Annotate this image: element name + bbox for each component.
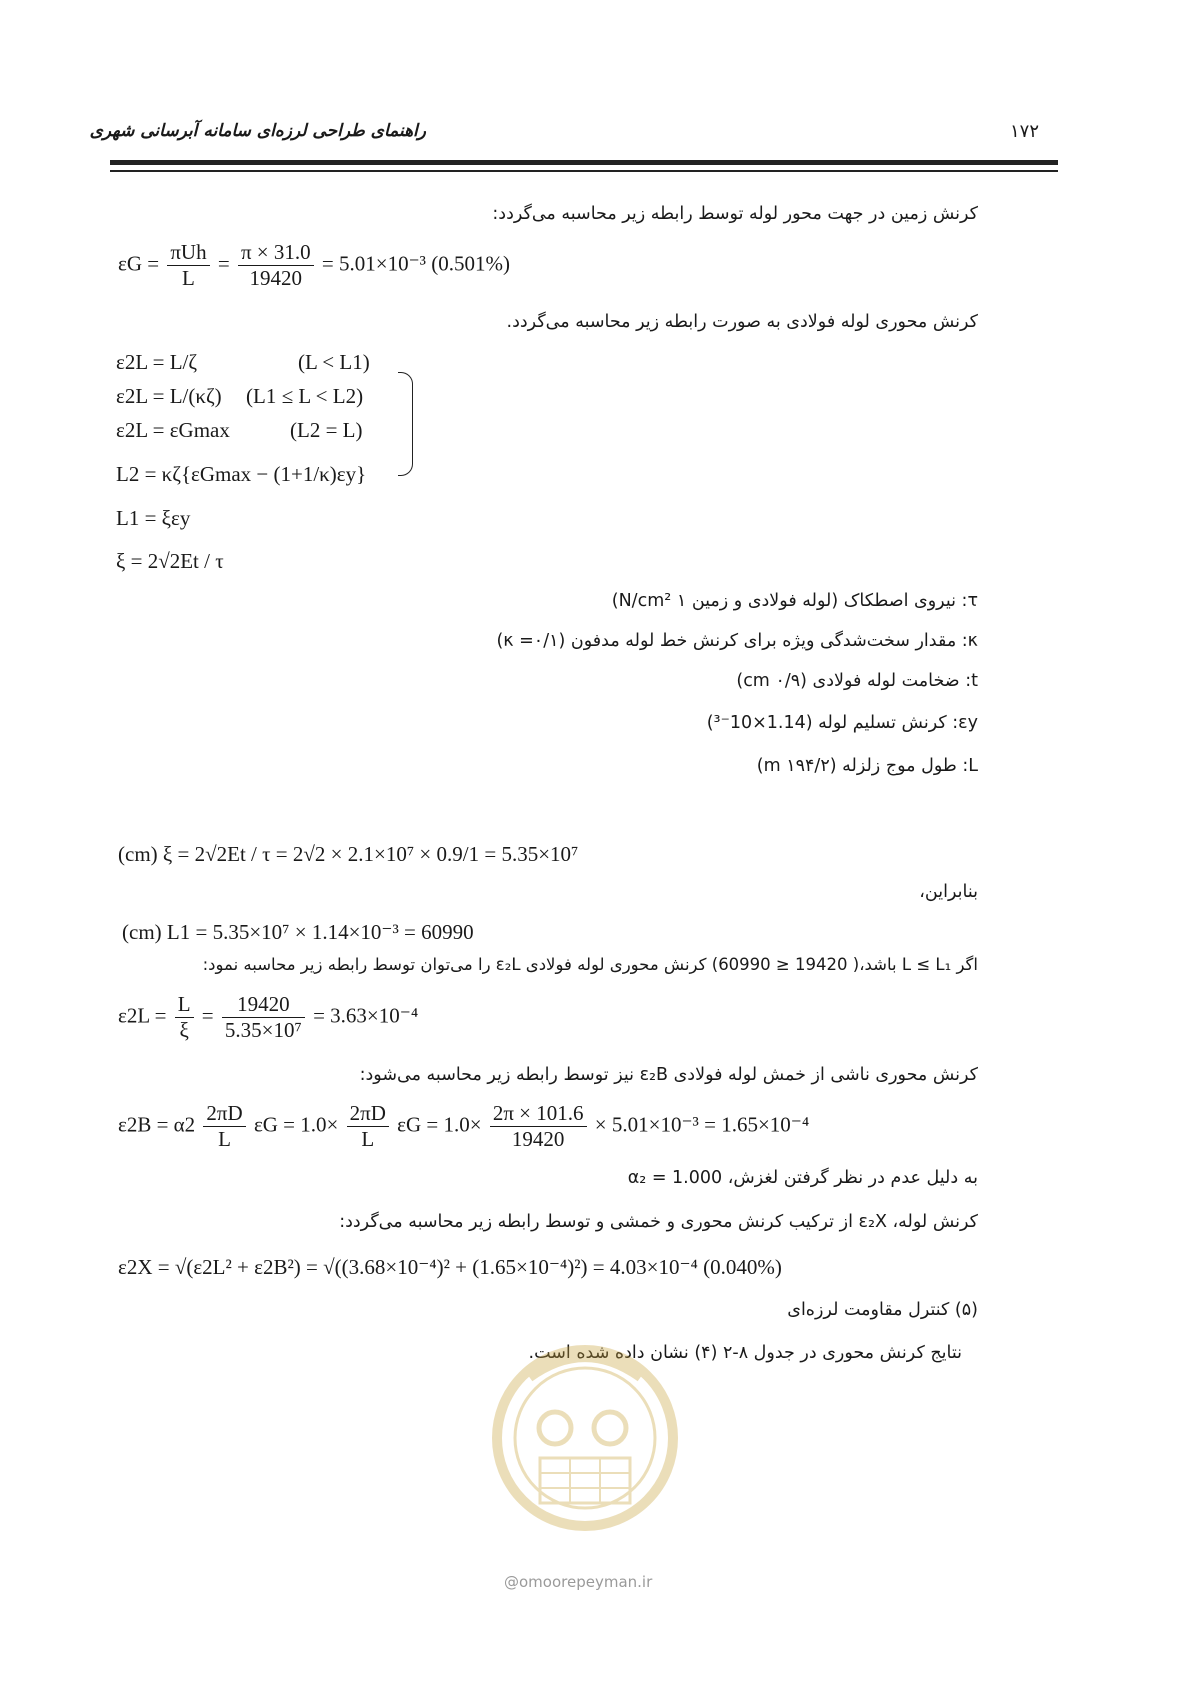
paragraph-axial-strain: کرنش محوری لوله فولادی به صورت رابطه زیر محاسبه می‌گردد. — [506, 312, 978, 332]
paragraph-bending: کرنش محوری ناشی از خمش لوله فولادی ε₂B نیز توسط رابطه زیر محاسبه می‌شود: — [359, 1065, 978, 1085]
fraction-eG-2: $\frac{\pi \times 31.0}{19420}$ — [238, 240, 314, 291]
fraction-e2B-1: $\frac{2\pi D}{L}$ — [203, 1101, 245, 1152]
fraction-e2B-3: $\frac{2\pi \times 101.6}{19420}$ — [490, 1101, 587, 1152]
equation-xi: ξ = 2√2Et / τ — [116, 549, 224, 573]
paragraph-results: نتایج کرنش محوری در جدول ۸-۲ (۴) نشان داده شده است. — [528, 1343, 962, 1363]
fraction-e2B-2: $\frac{2\pi D}{L}$ — [347, 1101, 389, 1152]
equation-ground-strain: εG = $\frac{\text{πUh}}{L}$ = $\frac{\pi \times 31.0}{19420}$ = 5.01×10⁻³ (0.501%) — [118, 240, 510, 291]
system-eq-2: ε2L = L/(κζ) — [116, 384, 222, 408]
right-brace — [398, 372, 413, 476]
equation-e2L: ε2L = $\frac{L}{\xi}$ = $\frac{19420}{\text{5.35×10⁷}}$ = 3.63×10⁻⁴ — [118, 992, 419, 1043]
watermark-seal-icon — [490, 1318, 680, 1558]
fraction-eG-1: $\frac{\text{πUh}}{L}$ — [167, 240, 209, 291]
page-number: ۱۷۲ — [1010, 121, 1040, 142]
equation-xi-calc: (cm) ξ = 2√2Et / τ = 2√2 × 2.1×10⁷ × 0.9/1 = 5.35×10⁷ — [118, 842, 579, 866]
therefore-text: بنابراین، — [919, 882, 978, 902]
watermark-site: @omoorepeyman.ir — [504, 1573, 653, 1591]
definition-epsilon-y: εy: کرنش تسلیم لوله (1.14×10⁻³) — [706, 713, 978, 733]
eq-eG-lhs: εG = — [118, 251, 160, 276]
equation-L1: L1 = ξεy — [116, 506, 191, 530]
equation-e2X: ε2X = √(ε2L² + ε2B²) = √((3.68×10⁻⁴)² + (1.65×10⁻⁴)²) = 4.03×10⁻⁴ (0.040%) — [118, 1255, 782, 1279]
definition-kappa: κ: مقدار سخت‌شدگی ویژه برای کرنش خط لوله مدفون (κ =۰/۱) — [496, 631, 978, 651]
fraction-e2L-2: $\frac{19420}{\text{5.35×10⁷}}$ — [222, 992, 305, 1043]
section-heading: (۵) کنترل مقاومت لرزه‌ای — [787, 1300, 978, 1320]
system-cond-1: (L < L1) — [298, 350, 370, 374]
fraction-e2L-1: $\frac{L}{\xi}$ — [175, 992, 194, 1043]
paragraph-ground-strain: کرنش زمین در جهت محور لوله توسط رابطه زیر محاسبه می‌گردد: — [492, 204, 978, 224]
system-eq-3: ε2L = εGmax — [116, 418, 230, 442]
paragraph-combined: کرنش لوله، ε₂X از ترکیب کرنش محوری و خمشی و توسط رابطه زیر محاسبه می‌گردد: — [339, 1212, 978, 1232]
eq-eG-rhs: = 5.01×10⁻³ (0.501%) — [321, 251, 510, 276]
system-eq-1: ε2L = L/ζ — [116, 350, 198, 374]
system-cond-3: (L2 = L) — [290, 418, 363, 442]
equation-e2B: ε2B = α2 $\frac{2\pi D}{L}$ εG = 1.0× $\frac{2\pi D}{L}$ εG = 1.0× $\frac{2\pi \times 101.6}{19420}$ × 5.01×10⁻³ = 1.65×10⁻⁴ — [118, 1101, 810, 1152]
definition-tau: τ: نیروی اصطکاک (لوله فولادی و زمین ۱ N/cm²) — [611, 591, 978, 611]
header-rule-thin — [110, 170, 1058, 172]
system-cond-2: (L1 ≤ L < L2) — [246, 384, 364, 408]
paragraph-alpha: به دلیل عدم در نظر گرفتن لغزش، α₂ = 1.000 — [627, 1168, 978, 1188]
equation-L1-calc: (cm) L1 = 5.35×10⁷ × 1.14×10⁻³ = 60990 — [122, 920, 474, 944]
definition-t: t: ضخامت لوله فولادی (۰/۹ cm) — [736, 671, 978, 691]
definition-L: L: طول موج زلزله (۱۹۴/۲ m) — [756, 756, 978, 776]
running-title: راهنمای طراحی لرزه‌ای سامانه آبرسانی شهری — [89, 121, 426, 141]
paragraph-condition: اگر L ≤ L₁ باشد،( 19420 ≤ 60990) کرنش محوری لوله فولادی ε₂L را می‌توان توسط رابطه زیر محاسبه نمود: — [202, 955, 978, 974]
equation-L2: L2 = κζ{εGmax − (1+1/κ)εy} — [116, 462, 367, 486]
header-rule-thick — [110, 160, 1058, 165]
